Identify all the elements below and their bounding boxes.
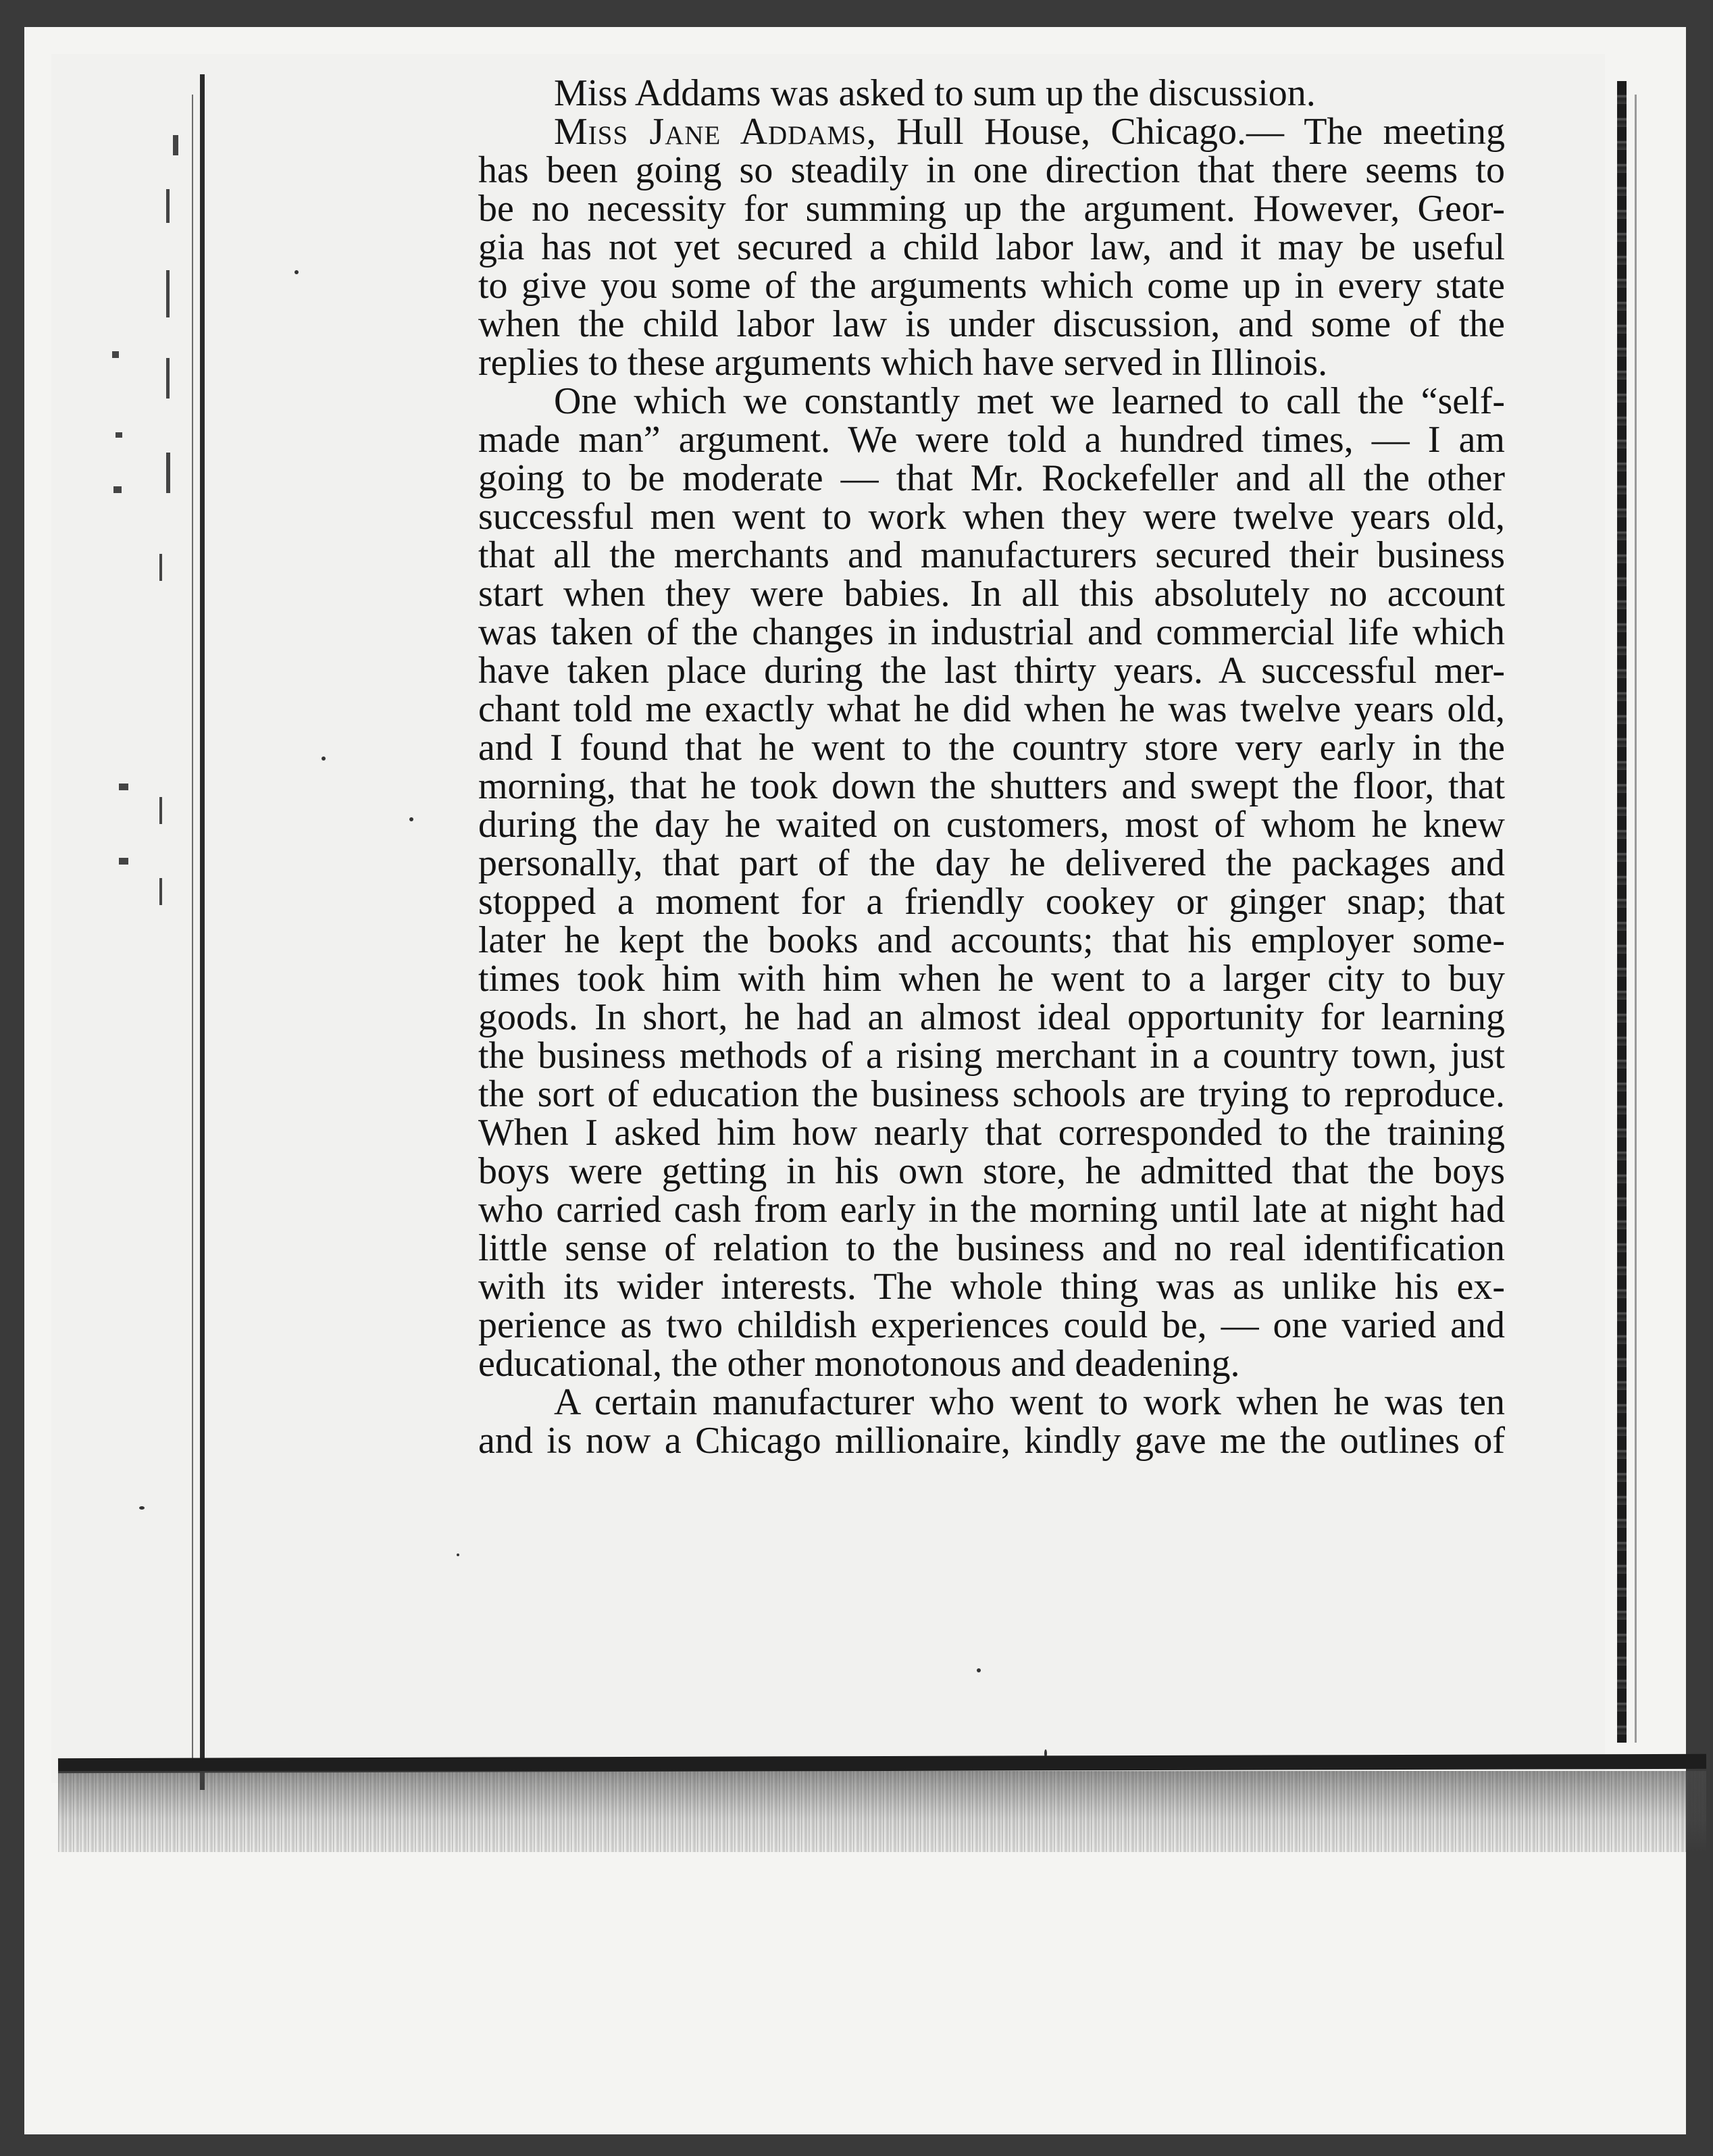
speck xyxy=(159,878,162,905)
text-line: personally, that part of the day he delivered the packages and xyxy=(478,842,1505,884)
speaker-line: Miss Jane Addams, Hull House, Chicago.— The meeting xyxy=(554,111,1505,153)
text-line: start when they were babies. In all this absolutely no account xyxy=(478,573,1505,615)
speaker-affiliation: Hull House, Chicago.— xyxy=(896,111,1284,153)
speck xyxy=(173,135,178,155)
speck xyxy=(112,351,119,358)
speck xyxy=(166,189,170,223)
speck xyxy=(409,817,413,821)
speaker-first-line: The meeting xyxy=(1304,111,1505,153)
speck xyxy=(139,1506,145,1510)
speaker-name: Miss Jane Addams xyxy=(554,111,867,153)
microfilm-frame xyxy=(24,27,1686,2134)
text-line: with its wider interests. The whole thing was as unlike his ex- xyxy=(478,1266,1505,1308)
right-margin-line xyxy=(1635,95,1637,1743)
speck xyxy=(977,1668,981,1672)
text-line: little sense of relation to the business and no real identification xyxy=(478,1227,1505,1269)
text-line: A certain manufacturer who went to work when he was ten xyxy=(554,1381,1505,1423)
text-line: stopped a moment for a friendly cookey or ginger snap; that xyxy=(478,881,1505,923)
intro-line: Miss Addams was asked to sum up the discussion. xyxy=(554,72,1316,114)
text-line: times took him with him when he went to a larger city to buy xyxy=(478,958,1505,1000)
speck xyxy=(159,797,162,824)
text-line: and is now a Chicago millionaire, kindly gave me the outlines of xyxy=(478,1420,1505,1462)
text-line: the sort of education the business schools are trying to reproduce. xyxy=(478,1073,1505,1115)
paragraph-2 xyxy=(478,382,1505,1383)
paragraph-1 xyxy=(478,113,1505,382)
margin-specks xyxy=(99,135,200,946)
text-line: that all the merchants and manufacturers secured their business xyxy=(478,534,1505,576)
speck xyxy=(166,358,170,399)
text-line: replies to these arguments which have served in Illinois. xyxy=(478,342,1328,384)
text-line: One which we constantly met we learned to call the “self- xyxy=(554,380,1505,422)
text-line: morning, that he took down the shutters and swept the floor, that xyxy=(478,765,1505,807)
speck xyxy=(159,554,162,581)
right-page-edge xyxy=(1617,81,1627,1743)
text-line: later he kept the books and accounts; that his employer some- xyxy=(478,919,1505,961)
speck xyxy=(166,453,170,493)
text-line: and I found that he went to the country store very early in the xyxy=(478,727,1505,769)
text-line: made man” argument. We were told a hundred times, — I am xyxy=(478,419,1505,461)
speck xyxy=(322,756,326,761)
article-text xyxy=(478,74,1505,1460)
text-line: when the child labor law is under discussion, and some of the xyxy=(478,303,1505,345)
text-line: chant told me exactly what he did when he was twelve years old, xyxy=(478,688,1505,730)
text-line: When I asked him how nearly that corresponded to the training xyxy=(478,1112,1505,1154)
speck xyxy=(119,858,128,865)
text-line: the business methods of a rising merchant in a country town, just xyxy=(478,1035,1505,1077)
text-line: perience as two childish experiences could be, — one varied and xyxy=(478,1304,1505,1346)
text-line: have taken place during the last thirty years. A successful mer- xyxy=(478,650,1505,692)
left-margin-rule xyxy=(200,74,205,1790)
text-line: has been going so steadily in one direction that there seems to xyxy=(478,149,1505,191)
speck xyxy=(116,432,122,438)
speck xyxy=(166,270,170,317)
text-line: boys were getting in his own store, he admitted that the boys xyxy=(478,1150,1505,1192)
text-line: gia has not yet secured a child labor law, and it may be useful xyxy=(478,226,1505,268)
text-line: educational, the other monotonous and deadening. xyxy=(478,1343,1240,1385)
text-line: who carried cash from early in the morning until late at night had xyxy=(478,1189,1505,1231)
text-line: was taken of the changes in industrial and commercial life which xyxy=(478,611,1505,653)
paragraph-3 xyxy=(478,1383,1505,1460)
speck xyxy=(113,486,122,493)
page-bottom-shadow xyxy=(58,1771,1706,1852)
speck xyxy=(295,270,299,274)
speck xyxy=(457,1554,459,1556)
text-line: to give you some of the arguments which come up in every state xyxy=(478,265,1505,307)
text-line: during the day he waited on customers, most of whom he knew xyxy=(478,804,1505,846)
text-line: goods. In short, he had an almost ideal opportunity for learning xyxy=(478,996,1505,1038)
speck xyxy=(119,784,128,790)
text-line: successful men went to work when they were twelve years old, xyxy=(478,496,1505,538)
text-line: going to be moderate — that Mr. Rockefeller and all the other xyxy=(478,457,1505,499)
text-line: be no necessity for summing up the argument. However, Geor- xyxy=(478,188,1505,230)
